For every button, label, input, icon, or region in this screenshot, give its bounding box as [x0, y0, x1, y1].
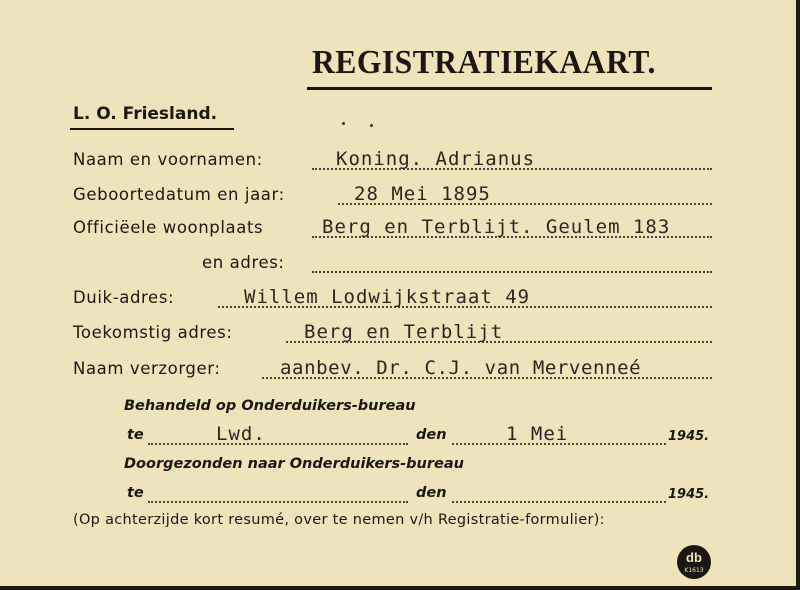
year: 1945.: [668, 487, 710, 502]
te-value: Lwd.: [216, 423, 266, 445]
dotted-line: [452, 501, 666, 503]
den-label: den: [416, 427, 447, 443]
doorgezonden-heading: Doorgezonden naar Onderduikers-bureau: [124, 456, 464, 472]
field-woonplaats: [0, 218, 796, 242]
field-label: Duik-adres:: [73, 288, 175, 307]
field-value: Berg en Terblijt. Geulem 183: [322, 216, 671, 238]
field-label: en adres:: [202, 253, 285, 272]
den-label: den: [416, 485, 447, 501]
footer-note: (Op achterzijde kort resumé, over te nemen v/h Registratie-formulier):: [73, 512, 605, 528]
logo-text: db: [686, 550, 702, 565]
field-adres: [0, 253, 796, 277]
field-verzorger: [0, 359, 796, 383]
logo-number: K1613: [684, 567, 704, 574]
field-toekomstig-adres: [0, 323, 796, 347]
field-value: Berg en Terblijt: [304, 321, 504, 343]
field-label: Naam verzorger:: [73, 359, 221, 378]
doorgezonden-row: [0, 483, 796, 507]
field-value: 28 Mei 1895: [354, 183, 491, 205]
den-value: 1 Mei: [506, 423, 569, 445]
field-geboortedatum: [0, 185, 796, 209]
field-value: Koning. Adrianus: [336, 148, 536, 170]
te-label: te: [127, 485, 144, 501]
ink-speck: [342, 122, 345, 125]
field-label: Toekomstig adres:: [73, 323, 233, 342]
behandeld-row: [0, 425, 796, 449]
behandeld-heading: Behandeld op Onderduikers-bureau: [124, 398, 416, 414]
dotted-line: [148, 443, 408, 445]
field-label: Naam en voornamen:: [73, 150, 263, 169]
archive-stamp-logo: [677, 545, 711, 579]
organisation-name: L. O. Friesland.: [73, 104, 218, 124]
year: 1945.: [668, 429, 710, 444]
title-underline: [307, 87, 712, 90]
field-naam: [0, 150, 796, 174]
te-label: te: [127, 427, 144, 443]
field-label: Officiëele woonplaats: [73, 218, 264, 237]
card-title: REGISTRATIEKAART.: [312, 44, 656, 81]
field-label: Geboortedatum en jaar:: [73, 185, 285, 204]
dotted-line: [312, 271, 712, 273]
dotted-line: [148, 501, 408, 503]
ink-speck: [370, 124, 373, 127]
organisation-underline: [70, 128, 234, 130]
field-duik-adres: [0, 288, 796, 312]
field-value: Willem Lodwijkstraat 49: [244, 286, 531, 308]
field-value: aanbev. Dr. C.J. van Mervenneé: [280, 357, 642, 379]
